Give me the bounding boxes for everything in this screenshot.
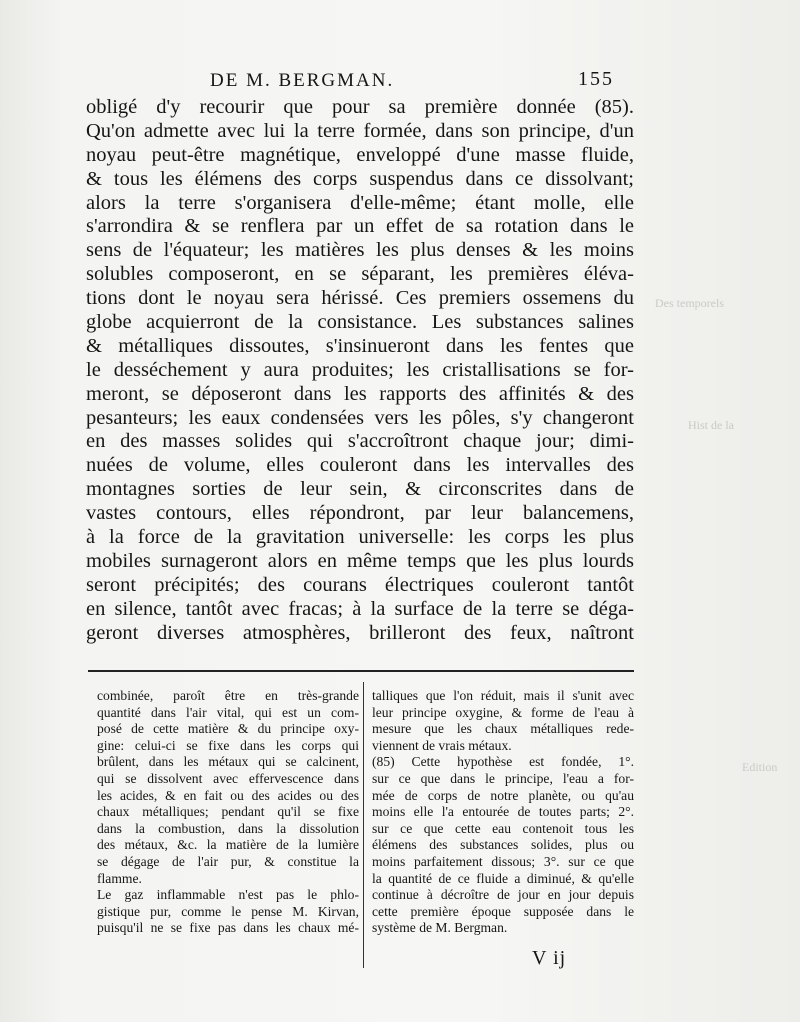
body-text-line: & métalliques dissoutes, s'insinueront dans les fentes que xyxy=(86,334,634,357)
body-text-line: à la force de la gravitation universelle: les corps les plus xyxy=(86,526,634,549)
body-text-line: seront précipités; des courans électriques couleront tantôt xyxy=(86,573,634,596)
footnote-text-line: continue à décroître de jour en jour depuis xyxy=(372,887,634,903)
footnote-text-line: moins elle l'a entourée de toutes parts; 2°. xyxy=(372,804,634,820)
footnote-text-line: des métaux, &c. la matière de la lumière xyxy=(97,837,359,853)
footnote-text-line: combinée, paroît être en très-grande xyxy=(97,688,359,703)
footnote-text-line: flamme. xyxy=(97,870,142,886)
footnote-text-line: viennent de vrais métaux. xyxy=(372,737,512,753)
body-text-line: Qu'on admette avec lui la terre formée, dans son principe, d'un xyxy=(86,119,634,142)
footnote-text-line: leur principe oxygine, & forme de l'eau à xyxy=(372,704,634,720)
body-text-line: geront diverses atmosphères, brilleront des feux, naîtront xyxy=(86,621,634,644)
footnote-text-line: chaux métalliques; pendant qu'il se fixe xyxy=(97,804,359,820)
body-text-line: le desséchement y aura produites; les cristallisations se for- xyxy=(86,358,634,381)
footnote-text-line: quantité dans l'air vital, qui est un com- xyxy=(97,704,359,720)
body-text-line: montagnes sorties de leur sein, & circonscrites dans de xyxy=(86,478,634,501)
body-text-line: & tous les élémens des corps suspendus dans ce dissolvant; xyxy=(86,167,634,190)
body-text-line: mobiles surnageront alors en même temps que les plus lourds xyxy=(86,549,634,572)
body-text-line: pesanteurs; les eaux condensées vers les pôles, s'y changeront xyxy=(86,406,634,429)
footnote-text-line: (85) Cette hypothèse est fondée, 1°. xyxy=(372,754,634,770)
footnote-column-right xyxy=(372,688,634,937)
bleed-through-text: Des temporels xyxy=(655,296,724,310)
footnote-column-left xyxy=(97,688,359,937)
footnote-text-line: les acides, & en fait ou des acides ou des xyxy=(97,787,359,803)
footnote-text-line: Le gaz inflammable n'est pas le phlo- xyxy=(97,887,359,903)
body-text-line: vastes contours, elles répondront, par leur balancemens, xyxy=(86,502,634,525)
footnote-text-line: brûlent, dans les métaux qui se calcinent, xyxy=(97,754,359,770)
footnote-text-line: système de M. Bergman. xyxy=(372,920,508,936)
bleed-through-text: Edition xyxy=(742,760,778,774)
body-text-line: globe acquierront de la consistance. Les substances salines xyxy=(86,311,634,334)
footnote-text-line: se dégage de l'air pur, & constitue la xyxy=(97,853,359,869)
footnote-text-line: moins parfaitement dissous; 3°. sur ce que xyxy=(372,853,634,869)
footnote-text-line: gistique pur, comme le pense M. Kirvan, xyxy=(97,903,359,919)
footnote-text-line: cette première époque supposée dans le xyxy=(372,903,634,919)
signature-mark: V ij xyxy=(532,947,567,969)
body-text-line: tions dont le noyau sera hérissé. Ces premiers ossemens du xyxy=(86,287,634,310)
footnote-text-line: mesure que les chaux métalliques rede- xyxy=(372,721,634,737)
footnote-separator-rule xyxy=(88,670,634,672)
body-text-line: nuées de volume, elles couleront dans les intervalles des xyxy=(86,454,634,477)
main-text-block xyxy=(86,96,634,645)
page-number: 155 xyxy=(578,68,614,90)
footnote-column-divider xyxy=(363,682,364,968)
body-text-line: noyau peut-être magnétique, enveloppé d'une masse fluide, xyxy=(86,143,634,166)
footnote-text-line: gine: celui-ci se fixe dans les corps qui xyxy=(97,737,359,753)
body-text-line: sens de l'équateur; les matières les plus denses & les moins xyxy=(86,239,634,262)
body-text-line: alors la terre s'organisera d'elle-même; étant molle, elle xyxy=(86,191,634,214)
footnote-text-line: posé de cette matière & du principe oxy- xyxy=(97,721,359,737)
footnote-text-line: élémens des substances solides, plus ou xyxy=(372,837,634,853)
running-title: DE M. BERGMAN. xyxy=(210,70,395,91)
body-text-line: obligé d'y recourir que pour sa première donnée (85). xyxy=(86,96,634,118)
body-text-line: en silence, tantôt avec fracas; à la surface de la terre se déga- xyxy=(86,597,634,620)
body-text-line: meront, se déposeront dans les rapports des affinités & des xyxy=(86,382,634,405)
bleed-through-text: Hist de la xyxy=(688,418,734,432)
body-text-line: solubles composeront, en se séparant, les premières éléva- xyxy=(86,263,634,286)
footnote-text-line: puisqu'il ne se fixe pas dans les chaux mé- xyxy=(97,920,359,936)
body-text-line: en des masses solides qui s'accroîtront chaque jour; dimi- xyxy=(86,430,634,453)
footnote-text-line: sur ce que cette eau contenoit tous les xyxy=(372,820,634,836)
footnote-text-line: sur ce que dans le principe, l'eau a for- xyxy=(372,770,634,786)
footnote-text-line: la quantité de ce fluide a diminué, & qu'elle xyxy=(372,870,634,886)
footnote-text-line: qui se dissolvent avec effervescence dans xyxy=(97,770,359,786)
footnote-text-line: mée de corps de notre planète, ou qu'au xyxy=(372,787,634,803)
footnote-text-line: talliques que l'on réduit, mais il s'unit avec xyxy=(372,688,634,703)
footnote-text-line: dans la combustion, dans la dissolution xyxy=(97,820,359,836)
body-text-line: s'arrondira & se renflera par un effet de sa rotation dans le xyxy=(86,215,634,238)
